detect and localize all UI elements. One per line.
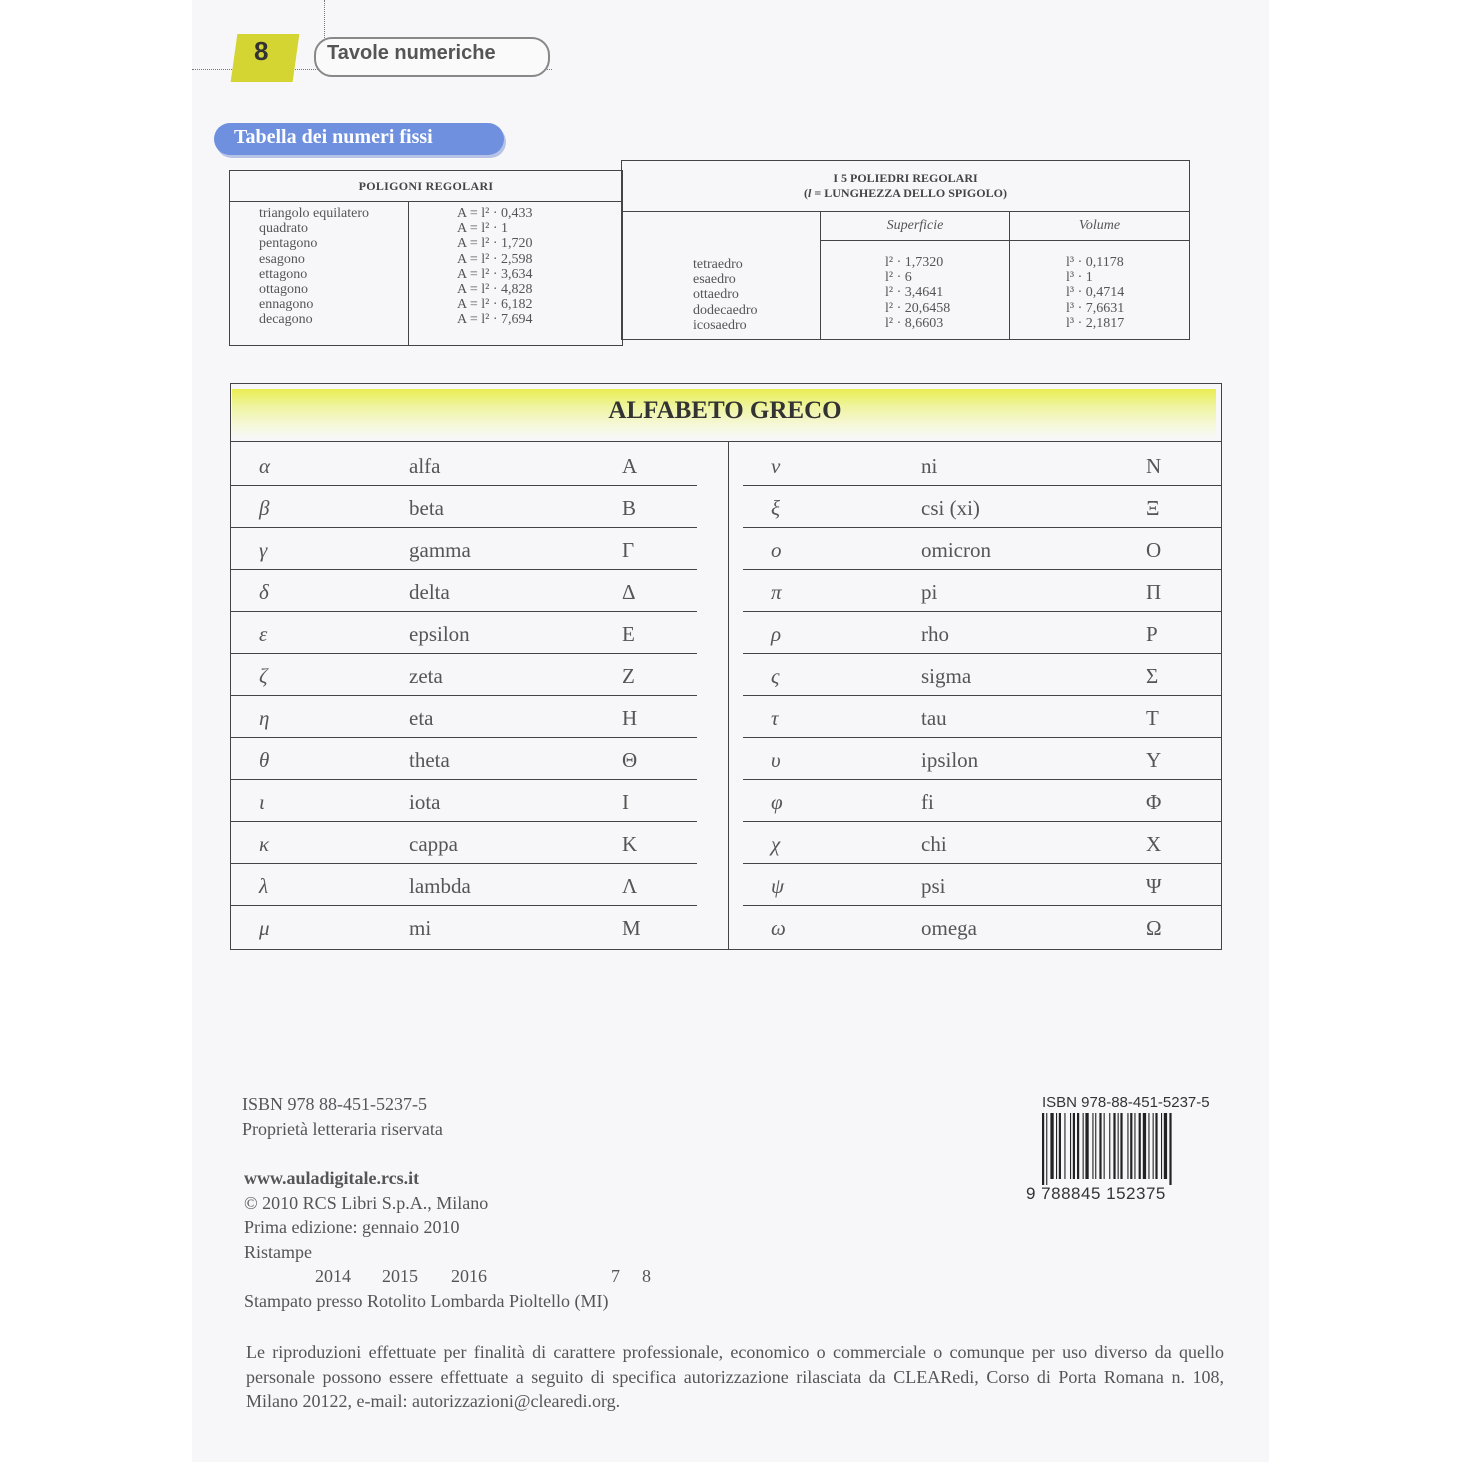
formula-value: 6,182 (500, 297, 533, 313)
greek-lowercase: γ (259, 538, 268, 562)
polygons-table-title: POLIGONI REGOLARI (230, 171, 623, 202)
polyhedron-surface: l² · 8,6603 (885, 315, 944, 331)
barcode-bar (1118, 1113, 1119, 1179)
greek-letter-name: chi (921, 832, 947, 856)
greek-letter-row (743, 528, 1221, 570)
formula-value: 0,433 (500, 206, 533, 221)
greek-uppercase: P (1146, 622, 1158, 646)
greek-letter-name: mi (409, 916, 432, 940)
barcode-bar (1056, 1113, 1057, 1179)
barcode-bar (1104, 1113, 1105, 1179)
greek-letter-name: beta (409, 496, 444, 520)
greek-uppercase: Σ (1146, 664, 1159, 688)
greek-lowercase: ζ (259, 664, 268, 688)
greek-letter-row (743, 738, 1221, 780)
polyhedron-surface: l² · 1,7320 (885, 254, 944, 270)
greek-header-divider (231, 441, 1221, 442)
polyhedron-surface: l² · 3,4641 (885, 285, 944, 301)
greek-lowercase: η (259, 706, 270, 730)
formula-prefix: A = l² · (457, 266, 501, 282)
greek-letter-name: sigma (921, 664, 972, 688)
barcode-bar (1050, 1113, 1053, 1179)
barcode-bar (1161, 1113, 1162, 1179)
greek-letter-name: alfa (409, 454, 441, 478)
greek-uppercase: A (622, 454, 638, 478)
formula-prefix: A = l² · (457, 312, 501, 328)
greek-lowercase: υ (771, 748, 781, 772)
polyhedron-name: icosaedro (693, 317, 747, 333)
barcode-bar (1113, 1113, 1115, 1179)
polygon-name: ottagono (259, 282, 308, 298)
greek-letter-row (231, 696, 697, 738)
greek-letter-row (743, 570, 1221, 612)
barcode-bar (1064, 1113, 1065, 1179)
greek-lowercase: θ (259, 748, 270, 772)
greek-letter-row (743, 906, 1221, 948)
greek-letter-row (743, 780, 1221, 822)
reprint-year: 2015 (382, 1266, 418, 1286)
barcode-bar (1099, 1113, 1101, 1179)
reprint-number: 7 (611, 1266, 620, 1286)
polyhedra-title-line1: I 5 POLIEDRI REGOLARI (833, 171, 978, 185)
greek-letter-name: omega (921, 916, 977, 940)
polygon-name: pentagono (259, 236, 318, 252)
greek-uppercase: Ψ (1146, 874, 1162, 898)
polyhedron-volume: l³ · 0,4714 (1066, 285, 1125, 301)
greek-uppercase: K (622, 832, 638, 856)
greek-uppercase: N (1146, 454, 1162, 478)
polyhedra-surface-cell (821, 241, 1010, 340)
barcode-bar (1042, 1113, 1044, 1185)
barcode-bar (1059, 1113, 1061, 1179)
polygon-name: decagono (259, 312, 313, 328)
polyhedron-surface: l² · 6 (885, 270, 912, 286)
greek-lowercase: β (259, 496, 270, 520)
barcode-bar (1169, 1113, 1171, 1185)
barcode-bar (1092, 1113, 1093, 1179)
greek-uppercase: Θ (622, 748, 638, 772)
legal-notice: Le riproduzioni effettuate per finalità di carattere professionale, economico o commerciale o comunque per uso diverso da quello personale possono essere effettuate a seguito di specifica autorizzazione rilasciata da CLEARedi, Corso di Porta Romana n. 108, Milano 20122, e-mail: autorizzazioni@clearedi.org. (246, 1342, 1224, 1411)
book-back-page (192, 0, 1269, 1462)
barcode-bar (1164, 1113, 1167, 1179)
formula-prefix: A = l² · (457, 297, 501, 313)
polyhedron-name: ottaedro (693, 287, 739, 303)
greek-letter-name: psi (921, 874, 946, 898)
greek-uppercase: E (622, 622, 635, 646)
printer-text: Stampato presso Rotolito Lombarda Pioltello (MI) (244, 1290, 609, 1311)
greek-lowercase: ν (771, 454, 781, 478)
barcode-bar (1085, 1113, 1088, 1179)
greek-letter-name: csi (xi) (921, 496, 980, 520)
greek-lowercase: ι (259, 790, 265, 814)
polyhedron-volume: l³ · 2,1817 (1066, 315, 1125, 331)
greek-uppercase: M (622, 916, 641, 940)
barcode-bar (1127, 1113, 1128, 1179)
greek-letter-row (231, 864, 697, 906)
greek-uppercase: Γ (622, 538, 635, 562)
polygon-name: quadrato (259, 221, 308, 237)
greek-uppercase: Ξ (1146, 496, 1160, 520)
greek-lowercase: δ (259, 580, 269, 604)
chapter-title: Tavole numeriche (327, 42, 496, 64)
polygon-formula (457, 236, 622, 251)
greek-lowercase: τ (771, 706, 779, 730)
formula-value: 1 (500, 221, 508, 237)
polyhedra-table-title (622, 161, 1190, 212)
greek-letter-name: ni (921, 454, 938, 478)
greek-alphabet-title: ALFABETO GRECO (608, 397, 842, 424)
greek-lowercase: ψ (771, 874, 785, 898)
barcode-bar (1155, 1113, 1157, 1179)
greek-uppercase: O (1146, 538, 1162, 562)
formula-prefix: A = l² · (457, 282, 501, 298)
greek-lowercase: χ (771, 832, 781, 856)
greek-letter-name: gamma (409, 538, 471, 562)
greek-letter-name: cappa (409, 832, 458, 856)
barcode (1040, 1113, 1214, 1185)
formula-prefix: A = l² · (457, 221, 501, 237)
polygon-name: ettagono (259, 266, 308, 282)
barcode-bar (1083, 1113, 1084, 1179)
rights-text: Proprietà letteraria riservata (242, 1118, 443, 1139)
formula-value: 4,828 (500, 282, 533, 298)
barcode-bar (1139, 1113, 1141, 1179)
polyhedron-volume: l³ · 1 (1066, 270, 1093, 286)
greek-letter-name: ipsilon (921, 748, 979, 772)
reprints-row (244, 1264, 651, 1289)
barcode-bar (1143, 1113, 1146, 1179)
greek-letter-row (743, 696, 1221, 738)
colophon-top (242, 1092, 443, 1141)
greek-lowercase: φ (771, 790, 783, 814)
greek-letter-name: delta (409, 580, 450, 604)
greek-letter-name: omicron (921, 538, 991, 562)
greek-lowercase: μ (259, 916, 270, 940)
greek-alphabet-box (230, 383, 1222, 950)
formula-value: 2,598 (500, 251, 533, 267)
edition-text: Prima edizione: gennaio 2010 (244, 1217, 460, 1237)
greek-uppercase: Δ (622, 580, 636, 604)
barcode-bar (1073, 1113, 1075, 1179)
reprints-label: Ristampe (244, 1241, 312, 1262)
formula-value: 1,720 (500, 236, 533, 252)
formula-value: 7,694 (500, 312, 533, 328)
greek-letter-row (743, 654, 1221, 696)
barcode-bar (1109, 1113, 1110, 1179)
barcode-bar (1095, 1113, 1096, 1179)
greek-letter-name: fi (921, 790, 934, 814)
polyhedron-name: tetraedro (693, 256, 743, 272)
greek-uppercase: Π (1146, 580, 1162, 604)
greek-letter-name: pi (921, 580, 938, 604)
greek-letter-row (743, 486, 1221, 528)
greek-lowercase: ο (771, 538, 782, 562)
greek-lowercase: ς (771, 664, 780, 688)
reprint-year: 2016 (451, 1266, 487, 1286)
greek-letter-row (231, 570, 697, 612)
polyhedron-volume: l³ · 0,1178 (1066, 254, 1124, 270)
greek-uppercase: Λ (622, 874, 638, 898)
formula-prefix: A = l² · (457, 236, 501, 252)
greek-letter-row (231, 654, 697, 696)
greek-letter-row (231, 906, 697, 948)
polygon-name: ennagono (259, 297, 314, 313)
polygon-formula (457, 221, 622, 236)
polyhedra-volume-cell (1010, 241, 1190, 340)
barcode-bar (1046, 1113, 1047, 1185)
greek-uppercase: X (1146, 832, 1162, 856)
greek-lowercase: ε (259, 622, 268, 646)
greek-uppercase: Z (622, 664, 635, 688)
barcode-bar (1134, 1113, 1135, 1179)
barcode-bar (1130, 1113, 1132, 1179)
website-link[interactable]: www.auladigitale.rcs.it (244, 1168, 420, 1188)
isbn-text: ISBN 978 88-451-5237-5 (242, 1094, 427, 1114)
barcode-digits: 9 788845 152375 (1026, 1184, 1166, 1203)
barcode-bar (1077, 1113, 1079, 1179)
polygon-formula (457, 267, 622, 282)
polyhedra-title-line2: (l = LUNGHEZZA DELLO SPIGOLO) (804, 186, 1007, 200)
chapter-number: 8 (254, 36, 269, 66)
greek-uppercase: Ω (1146, 916, 1162, 940)
copyright-text: © 2010 RCS Libri S.p.A., Milano (244, 1192, 489, 1213)
greek-letter-row (231, 444, 697, 486)
greek-letter-name: lambda (409, 874, 471, 898)
greek-letter-name: eta (409, 706, 434, 730)
barcode-isbn-label: ISBN 978-88-451-5237-5 (1042, 1094, 1210, 1111)
greek-letter-name: epsilon (409, 622, 470, 646)
reprint-number: 8 (642, 1266, 651, 1286)
greek-letter-name: theta (409, 748, 450, 772)
greek-letter-name: iota (409, 790, 441, 814)
polygon-formula (457, 282, 622, 297)
polyhedron-name: dodecaedro (693, 302, 758, 318)
greek-lowercase: π (771, 580, 782, 604)
polyhedra-col-surface: Superficie (821, 212, 1010, 241)
polyhedron-surface: l² · 20,6458 (885, 300, 951, 316)
greek-letter-name: tau (921, 706, 947, 730)
polygons-formulas-cell (409, 202, 623, 346)
greek-letter-row (743, 864, 1221, 906)
greek-letter-name: rho (921, 622, 949, 646)
formula-prefix: A = l² · (457, 251, 501, 267)
section-title: Tabella dei numeri fissi (234, 126, 433, 148)
greek-letter-row (743, 612, 1221, 654)
barcode-bar (1148, 1113, 1149, 1179)
colophon-bottom (244, 1166, 651, 1313)
greek-lowercase: ξ (771, 496, 780, 520)
greek-letter-row (231, 528, 697, 570)
polygons-table (229, 170, 623, 346)
polyhedra-names-cell (622, 212, 821, 340)
barcode-bar (1153, 1113, 1154, 1179)
barcode-bar (1070, 1113, 1071, 1179)
reprint-year: 2014 (315, 1266, 351, 1286)
polygons-names-cell (230, 202, 409, 346)
greek-lowercase: ρ (771, 622, 782, 646)
polyhedron-name: esaedro (693, 272, 736, 288)
greek-lowercase: ω (771, 916, 786, 940)
polyhedra-col-volume: Volume (1010, 212, 1190, 241)
greek-uppercase: T (1146, 706, 1159, 730)
greek-lowercase: λ (259, 874, 269, 898)
polygon-name: triangolo equilatero (259, 206, 370, 221)
greek-letter-row (231, 486, 697, 528)
greek-letter-row (743, 822, 1221, 864)
polyhedron-volume: l³ · 7,6631 (1066, 300, 1125, 316)
barcode-bar (1120, 1113, 1122, 1179)
polygon-formula (457, 297, 622, 312)
polyhedra-table (621, 160, 1190, 340)
greek-uppercase: Φ (1146, 790, 1162, 814)
greek-lowercase: α (259, 454, 271, 478)
polygon-formula (457, 252, 622, 267)
formula-value: 3,634 (500, 266, 533, 282)
greek-column-divider (728, 442, 729, 949)
greek-letter-row (231, 738, 697, 780)
greek-letter-row (743, 444, 1221, 486)
polygon-formula (457, 206, 622, 221)
greek-uppercase: Y (1146, 748, 1162, 772)
greek-letter-row (231, 822, 697, 864)
polygon-formula (457, 312, 622, 327)
greek-uppercase: I (622, 790, 629, 814)
greek-uppercase: H (622, 706, 638, 730)
greek-letter-row (231, 780, 697, 822)
greek-letter-row (231, 612, 697, 654)
polygon-name: esagono (259, 251, 305, 267)
formula-prefix: A = l² · (457, 206, 501, 221)
greek-lowercase: κ (259, 832, 270, 856)
greek-uppercase: B (622, 496, 637, 520)
greek-letter-name: zeta (409, 664, 443, 688)
